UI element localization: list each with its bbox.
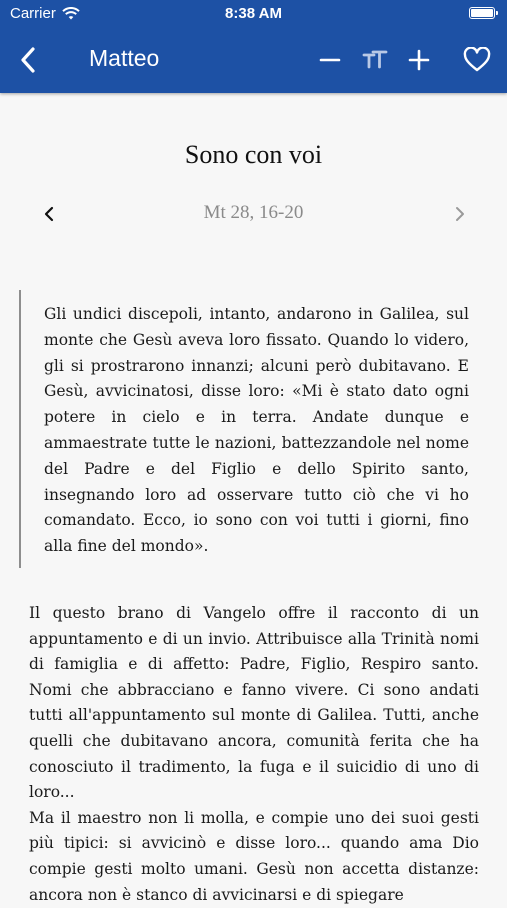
status-bar	[0, 0, 507, 28]
minus-icon	[319, 49, 341, 71]
page-title: Matteo	[89, 45, 160, 71]
plus-icon	[408, 49, 430, 71]
chevron-left-icon	[12, 43, 46, 77]
heart-icon	[463, 47, 491, 73]
commentary-paragraph: Il questo brano di Vangelo offre il racconto di un appuntamento e di un invio. Attribuisce alla Trinità nomi di famiglia e di affetto: Padre, Figlio, Respiro santo. Nomi che abbracciano e fanno vivere. Ci sono andati tutti all'appuntamento sul monte di Galilea. Tutti, anche quelli che dubitavano ancora, comunità ferita che ha conosciuto il tradimento, la fuga e il suicidio di uno di loro...	[29, 604, 479, 802]
navigation-bar	[0, 35, 507, 85]
gospel-quote	[19, 290, 469, 568]
back-button[interactable]	[12, 43, 46, 77]
reference-navigator	[0, 198, 507, 230]
gospel-quote-text: Gli undici discepoli, intanto, andarono in Galilea, sul monte che Gesù aveva loro fissato. Quando lo videro, gli si prostrarono innanzi; alcuni però dubitavano. E Gesù, avvicinatosi, disse loro: «Mi è stato dato ogni potere in cielo e in terra. Andate dunque e ammaestrate tutte le nazioni, battezzandole nel nome del Padre e del Figlio e dello Spirito santo, insegnando loro ad osservare tutto ciò che vi ho comandato. Ecco, io sono con voi tutti i giorni, fino alla fine del mondo».	[44, 305, 469, 556]
carrier-label: Carrier	[10, 5, 56, 22]
chevron-right-icon	[448, 200, 472, 228]
next-reading-button[interactable]	[448, 200, 472, 228]
favorite-button[interactable]	[460, 43, 494, 77]
increase-font-button[interactable]	[402, 43, 436, 77]
commentary-paragraph: Ma il maestro non li molla, e compie uno dei suoi gesti più tipici: si avvicinò e disse loro... quando ama Dio compie gesti molto umani. Gesù non accetta distanze: ancora non è stanco di avvicinarsi e di spiegare	[29, 808, 479, 904]
decrease-font-button[interactable]	[313, 43, 347, 77]
clock: 8:38 AM	[225, 5, 282, 22]
text-size-button[interactable]	[358, 43, 392, 77]
commentary	[29, 601, 479, 908]
scripture-reference: Mt 28, 16-20	[203, 202, 304, 223]
text-size-icon	[362, 49, 388, 71]
reading-title: Sono con voi	[184, 140, 323, 169]
app-header	[0, 0, 507, 93]
battery-icon	[469, 7, 495, 19]
